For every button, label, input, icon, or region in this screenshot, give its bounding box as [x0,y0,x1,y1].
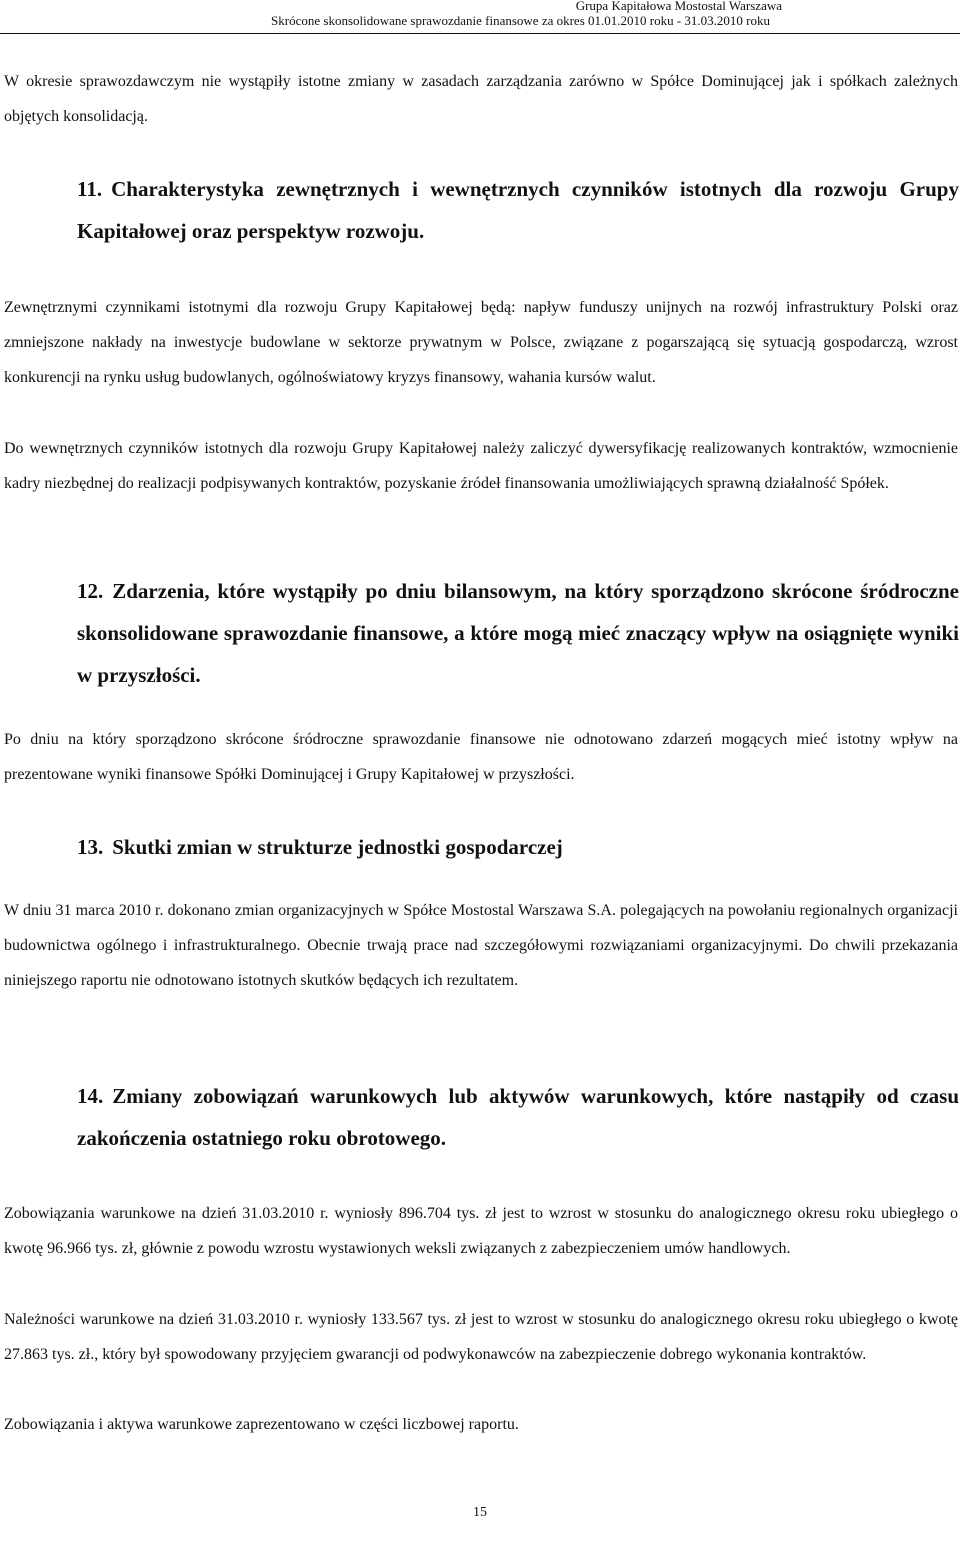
section-number: 13. [77,835,104,859]
section-14-heading [77,1075,959,1159]
section-11-paragraph-2: Do wewnętrznych czynników istotnych dla rozwoju Grupy Kapitałowej należy zaliczyć dywersyfikację realizowanych kontraktów, wzmocnienie kadry niezbędnej do realizacji podpisywanych kontraktów, pozyskanie źródeł finansowania umożliwiających sprawną działalność Spółek. [4,440,958,492]
section-title: Zdarzenia, które wystąpiły po dniu bilansowym, na który sporządzono skrócone śródroczne skonsolidowane sprawozdanie finansowe, a które mogą mieć znaczący wpływ na osiągnięte wyniki w przyszłości. [77,579,959,687]
header-report-title: Skrócone skonsolidowane sprawozdanie finansowe za okres 01.01.2010 roku - 31.03.2010 roku [271,13,770,28]
header-divider [0,33,960,34]
page-number: 15 [473,1505,487,1520]
intro-paragraph: W okresie sprawozdawczym nie wystąpiły istotne zmiany w zasadach zarządzania zarówno w Spółce Dominującej jak i spółkach zależnych objętych konsolidacją. [4,73,958,125]
section-title: Zmiany zobowiązań warunkowych lub aktywów warunkowych, które nastąpiły od czasu zakończenia ostatniego roku obrotowego. [77,1084,959,1150]
section-14-paragraph-3: Zobowiązania i aktywa warunkowe zaprezentowano w części liczbowej raportu. [4,1416,519,1433]
section-number: 12. [77,579,104,603]
section-14-paragraph-2: Należności warunkowe na dzień 31.03.2010 r. wyniosły 133.567 tys. zł jest to wzrost w stosunku do analogicznego okresu roku ubiegłego o kwotę 27.863 tys. zł., który był spowodowany przyjęciem gwarancji od podwykonawców na zabezpieczenie dobrego wykonania kontraktów. [4,1311,958,1363]
section-14-paragraph-1: Zobowiązania warunkowe na dzień 31.03.2010 r. wyniosły 896.704 tys. zł jest to wzrost w stosunku do analogicznego okresu roku ubiegłego o kwotę 96.966 tys. zł, głównie z powodu wzrostu wystawionych weksli związanych z zabezpieczeniem umów handlowych. [4,1205,958,1257]
section-title: Charakterystyka zewnętrznych i wewnętrznych czynników istotnych dla rozwoju Grupy Kapitałowej oraz perspektyw rozwoju. [77,177,959,243]
section-number: 14. [77,1084,104,1108]
section-11-heading [77,168,959,252]
section-title: Skutki zmian w strukturze jednostki gospodarczej [112,835,563,859]
section-13-paragraph-1: W dniu 31 marca 2010 r. dokonano zmian organizacyjnych w Spółce Mostostal Warszawa S.A. polegających na powołaniu regionalnych organizacji budownictwa ogólnego i infrastrukturalnego. Obecnie trwają prace nad szczegółowymi rozwiązaniami organizacyjnymi. Do chwili przekazania niniejszego raportu nie odnotowano istotnych skutków będących ich rezultatem. [4,902,958,989]
header-company-name: Grupa Kapitałowa Mostostal Warszawa [575,0,782,13]
section-11-paragraph-1: Zewnętrznymi czynnikami istotnymi dla rozwoju Grupy Kapitałowej będą: napływ funduszy unijnych na rozwój infrastruktury Polski oraz zmniejszone nakłady na inwestycje budowlane w sektorze prywatnym w Polsce, związane z pogarszającą się sytuacją gospodarczą, wzrost konkurencji na rynku usług budowlanych, ogólnoświatowy kryzys finansowy, wahania kursów walut. [4,299,958,386]
section-12-paragraph-1: Po dniu na który sporządzono skrócone śródroczne sprawozdanie finansowe nie odnotowano zdarzeń mogących mieć istotny wpływ na prezentowane wyniki finansowe Spółki Dominującej i Grupy Kapitałowej w przyszłości. [4,731,958,783]
section-13-heading [77,826,959,868]
section-12-heading [77,570,959,696]
section-number: 11. [77,177,103,201]
